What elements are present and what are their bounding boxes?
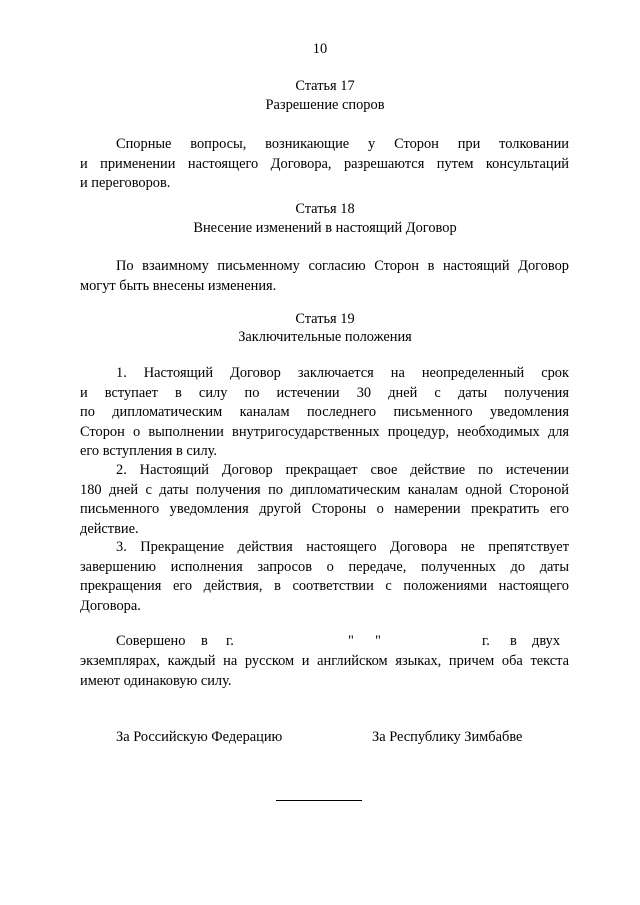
article-19-paragraph-1 bbox=[80, 364, 569, 462]
article-19-p3-line-3: прекращения его действия, в соответствии с положениями настоящего bbox=[80, 578, 569, 595]
article-19-p1-line-4: Сторон о выполнении внутригосударственных процедур, необходимых для bbox=[80, 423, 569, 440]
article-19-p3-line-4: Договора. bbox=[80, 597, 141, 614]
bottom-rule bbox=[276, 800, 362, 801]
article-19-p2-line-3: письменного уведомления другой Стороны о намерении прекратить его bbox=[80, 501, 569, 518]
article-17-line-3: и переговоров. bbox=[80, 175, 171, 192]
article-18-body bbox=[80, 257, 569, 296]
article-18-subtitle: Внесение изменений в настоящий Договор bbox=[193, 220, 457, 236]
article-19-p1-line-1: 1. Настоящий Договор заключается на неопределенный срок bbox=[116, 365, 569, 381]
article-17-line-2: и применении настоящего Договора, разрешаются путем консультаций bbox=[80, 155, 569, 172]
article-19-p3-line-1: 3. Прекращение действия настоящего Договора не препятствует bbox=[116, 539, 569, 555]
article-19-subtitle: Заключительные положения bbox=[238, 329, 412, 345]
signature-russia: За Российскую Федерацию bbox=[116, 729, 283, 745]
article-19-p2-line-1: 2. Настоящий Договор прекращает свое действие по истечении bbox=[116, 462, 569, 478]
article-19-p2-line-4: действие. bbox=[80, 520, 139, 537]
page-number: 10 bbox=[312, 41, 328, 57]
done-line-2: экземплярах, каждый на русском и английском языках, причем оба текста bbox=[80, 653, 569, 669]
article-17-line-1: Спорные вопросы, возникающие у Сторон при толковании bbox=[116, 136, 569, 152]
done-at-rest bbox=[80, 652, 569, 691]
article-19-p1-line-3: по дипломатическим каналам последнего письменного уведомления bbox=[80, 404, 569, 421]
article-19-paragraph-2 bbox=[80, 461, 569, 539]
article-19-p1-line-5: его вступления в силу. bbox=[80, 443, 218, 460]
article-19-p3-line-2: завершению исполнения запросов о передаче, полученных до даты bbox=[80, 558, 569, 575]
article-19-p2-line-2: 180 дней с даты получения по дипломатическим каналам одной Стороной bbox=[80, 481, 569, 498]
done-line-3: имеют одинаковую силу. bbox=[80, 672, 232, 689]
done-two-word: двух bbox=[532, 633, 561, 649]
done-in-word: в bbox=[201, 633, 208, 649]
date-quote-close: " bbox=[375, 633, 381, 649]
article-19-p1-line-2: и вступает в силу по истечении 30 дней с даты получения bbox=[80, 384, 569, 401]
done-year-abbrev: г. bbox=[482, 633, 490, 649]
article-17-body bbox=[80, 135, 569, 194]
article-19-title: Статья 19 bbox=[295, 311, 355, 327]
article-18-title: Статья 18 bbox=[295, 201, 355, 217]
article-18-line-2: могут быть внесены изменения. bbox=[80, 277, 277, 294]
article-19-paragraph-3 bbox=[80, 538, 569, 616]
done-city-abbrev: г. bbox=[226, 633, 234, 649]
done-word: Совершено bbox=[116, 633, 186, 649]
article-17-subtitle: Разрешение споров bbox=[265, 97, 385, 113]
done-at-line bbox=[80, 632, 569, 652]
signature-zimbabwe: За Республику Зимбабве bbox=[372, 729, 523, 745]
done-in-word-2: в bbox=[510, 633, 517, 649]
date-quote-open: " bbox=[348, 633, 354, 649]
article-18-line-1: По взаимному письменному согласию Сторон в настоящий Договор bbox=[116, 258, 569, 274]
article-17-title: Статья 17 bbox=[295, 78, 355, 94]
